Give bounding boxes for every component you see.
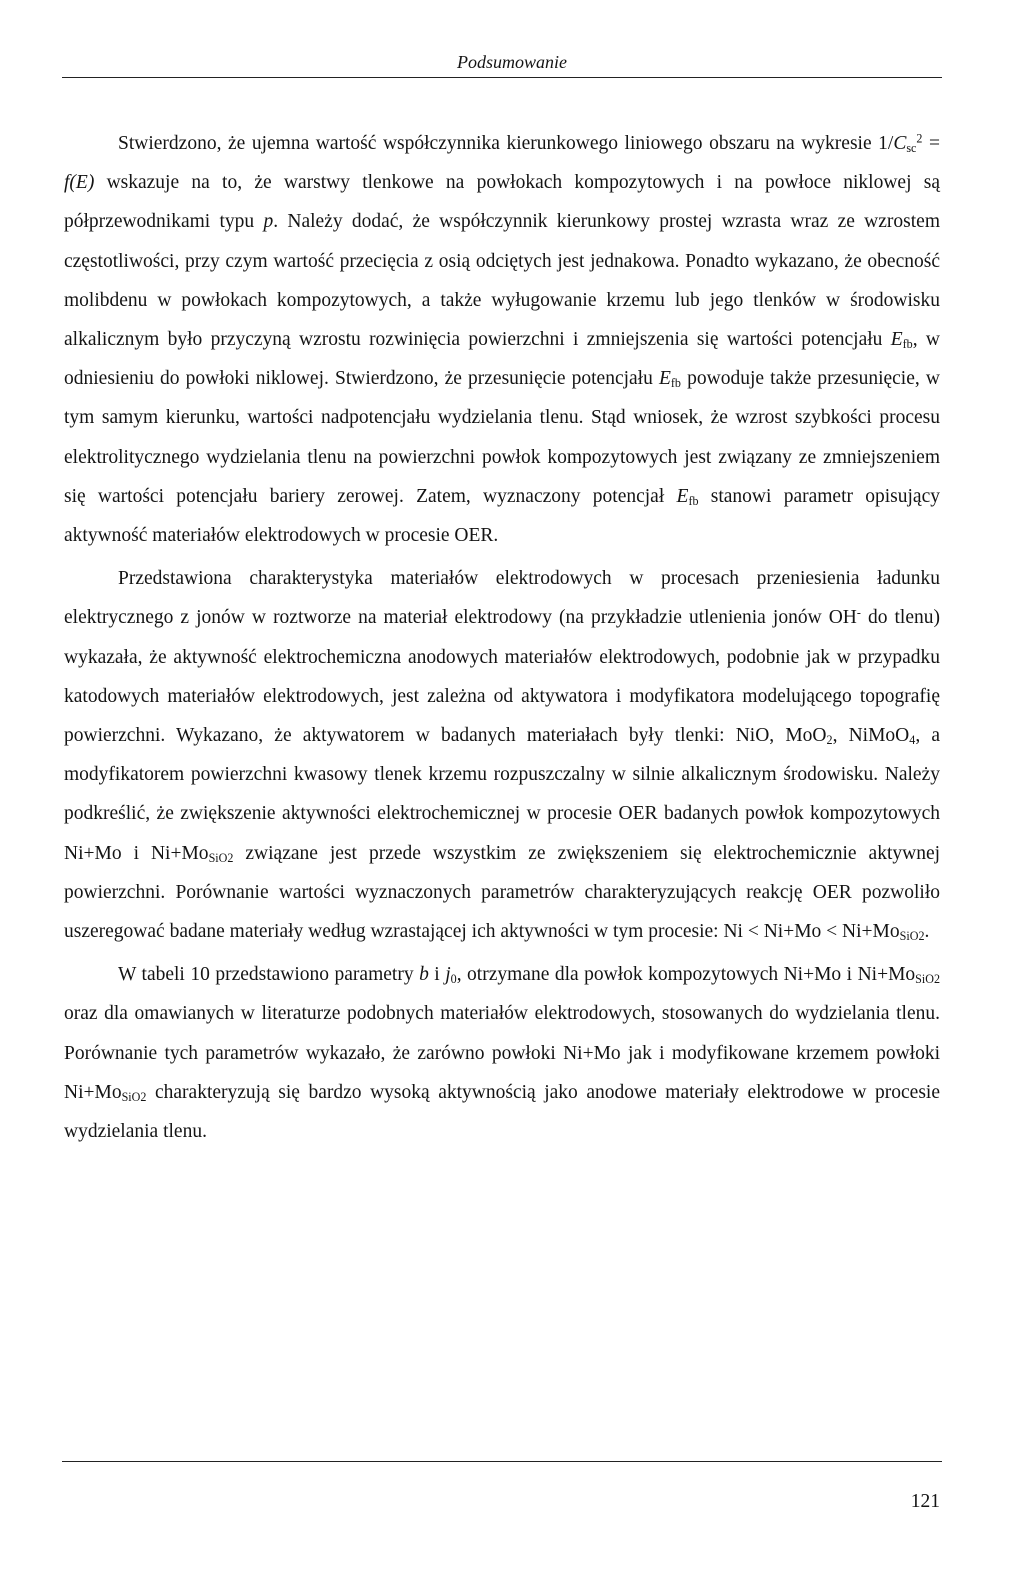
running-header: Podsumowanie — [457, 52, 567, 72]
paragraph-3: W tabeli 10 przedstawiono parametry b i $j_0$, otrzymane dla powłok kompozytowych Ni+Mo i $Ni+Mo_{SiO2}$ oraz dla omawianych w literaturze podobnych materiałów elektrodowych, stosowanych do wydzielania tlenu. Porównanie tych parametrów wykazało, że zarówno powłoki Ni+Mo jak i modyfikowane krzemem powłoki $Ni+Mo_{SiO2}$ charakteryzują się bardzo wysoką aktywnością jako anodowe materiały elektrodowe w procesie wydzielania tlenu. — [64, 964, 941, 1143]
main-text — [64, 124, 940, 1151]
header-divider — [62, 77, 942, 78]
footer-divider — [62, 1461, 942, 1462]
paragraph-2: Przedstawiona charakterystyka materiałów elektrodowych w procesach przeniesienia ładunku elektrycznego z jonów w roztworze na materiał elektrodowy (na przykładzie utlenienia jonów OH- do tlenu) wykazała, że aktywność elektrochemiczna anodowych materiałów elektrodowych, podobnie jak w przypadku katodowych materiałów elektrodowych, jest zależna od aktywatora i modyfikatora modelującego topografię powierzchni. Wykazano, że aktywatorem w badanych materiałach były tlenki: NiO, MoO$_2$, NiMoO$_4$, a modyfikatorem powierzchni kwasowy tlenek krzemu rozpuszczalny w silnie alkalicznym środowisku. Należy podkreślić, że zwiększenie aktywności elektrochemicznej w procesie OER badanych powłok kompozytowych Ni+Mo i $Ni+Mo_{SiO2}$ związane jest przede wszystkim ze zwiększeniem się elektrochemicznie aktywnej powierzchni. Porównanie wartości wyznaczonych parametrów charakteryzujących reakcję OER pozwoliło uszeregować badane materiały według wzrastającej ich aktywności w tym procesie: $Ni < Ni+Mo < Ni+Mo_{SiO2}$. — [64, 568, 941, 944]
page-number: 121 — [910, 1491, 940, 1512]
paragraph-1: Stwierdzono, że ujemna wartość współczynnika kierunkowego liniowego obszaru na wykresie $1/C_{sc}^2 = f(E)$ wskazuje na to, że warstwy tlenkowe na powłokach kompozytowych i na powłoce niklowej są półprzewodnikami typu p. Należy dodać, że współczynnik kierunkowy prostej wzrasta wraz ze wzrostem częstotliwości, przy czym wartość przecięcia z osią odciętych jest jednakowa. Ponadto wykazano, że obecność molibdenu w powłokach kompozytowych, a także wyługowanie krzemu lub jego tlenków w środowisku alkalicznym było przyczyną wzrostu rozwinięcia powierzchni i zmniejszenia się wartości potencjału $E_{fb}$, w odniesieniu do powłoki niklowej. Stwierdzono, że przesunięcie potencjału $E_{fb}$ powoduje także przesunięcie, w tym samym kierunku, wartości nadpotencjału wydzielania tlenu. Stąd wniosek, że wzrost szybkości procesu elektrolitycznego wydzielania tlenu na powierzchni powłok kompozytowych jest związany ze zmniejszeniem się wartości potencjału bariery zerowej. Zatem, wyznaczony potencjał $E_{fb}$ stanowi parametr opisujący aktywność materiałów elektrodowych w procesie OER. — [64, 131, 940, 547]
